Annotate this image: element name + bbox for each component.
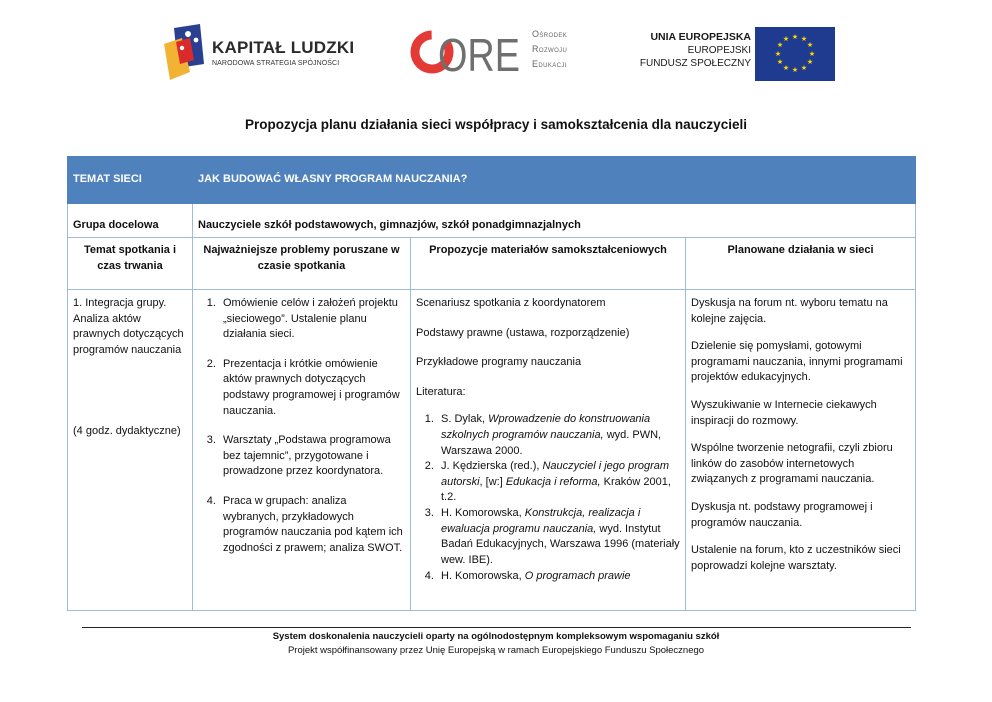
kapital-ludzki-subtitle: NARODOWA STRATEGIA SPÓJNOŚCI [212, 60, 340, 67]
topic-row [68, 157, 916, 204]
svg-text:★: ★ [800, 64, 808, 72]
literature-connector: , [w:] [479, 475, 506, 488]
action-item: Ustalenie na forum, kto z uczestników sieci poprowadzi kolejne warsztaty. [691, 544, 901, 572]
ore-logo [410, 26, 585, 84]
literature-title: Konstrukcja, realizacja i ewaluacja programu nauczania, [441, 507, 641, 535]
kapital-ludzki-logo [160, 24, 360, 84]
literature-item [437, 459, 680, 506]
svg-text:★: ★ [808, 50, 816, 58]
footer-line-2: Projekt współfinansowany przez Unię Europejską w ramach Europejskiego Funduszu Społecznego [287, 645, 705, 656]
svg-text:★: ★ [791, 66, 799, 74]
kapital-ludzki-title: KAPITAŁ LUDZKI [212, 38, 355, 57]
literature-publisher: wyd. Instytut Badań Edukacyjnych, Warszawa 1996 (materiały wew. IBE). [441, 522, 680, 566]
problem-item: 1. Omówienie celów i założeń projektu „sieciowego”. Ustalenie planu działania sieci. [219, 296, 405, 343]
column-header-materials: Propozycje materiałów samokształceniowych [411, 238, 686, 290]
svg-text:★: ★ [782, 35, 790, 43]
ore-logo-mark: ORE [438, 29, 520, 81]
ore-subtitle-line-3: Edukacji [532, 59, 567, 69]
footer-line-1: System doskonalenia nauczycieli oparty na ogólnodostępnym kompleksowym wspomaganiu szkół [272, 631, 720, 642]
literature-publisher: wyd. PWN, Warszawa 2000. [441, 429, 662, 457]
literature-title: O programach prawie [524, 569, 631, 582]
svg-text:★: ★ [782, 64, 790, 72]
problem-item: 4. Praca w grupach: analiza wybranych, przykładowych programów nauczania pod kątem ich zgodności z prawem; analiza SWOT. [219, 494, 405, 556]
materials-cell [411, 290, 686, 611]
literature-author: S. Dylak, [441, 413, 489, 426]
target-group-row [68, 204, 916, 238]
svg-text:★: ★ [806, 41, 814, 49]
meeting-row [68, 290, 916, 611]
ore-subtitle-line-2: Rozwoju [532, 44, 568, 54]
action-item: Wspólne tworzenie netografii, czyli zbioru linków do zasobów internetowych związanych z programami nauczania. [691, 442, 893, 486]
footer-divider [82, 627, 911, 628]
column-header-problems: Najważniejsze problemy poruszane w czasie spotkania [193, 238, 411, 290]
action-item: Dyskusja nt. podstawy programowej i programów nauczania. [691, 501, 873, 529]
material-examples: Przykładowe programy nauczania [416, 356, 582, 369]
literature-list [416, 412, 680, 584]
literature-author: J. Kędzierska (red.), [441, 460, 543, 473]
topic-value: JAK BUDOWAĆ WŁASNY PROGRAM NAUCZANIA? [193, 157, 916, 204]
target-group-value: Nauczyciele szkół podstawowych, gimnazjów, szkół ponadgimnazjalnych [193, 204, 916, 238]
ore-subtitle-line-1: Ośrodek [532, 29, 568, 39]
meeting-topic-cell [68, 290, 193, 611]
eu-logo [630, 27, 835, 83]
action-item: Dyskusja na forum nt. wyboru tematu na kolejne zajęcia. [691, 297, 888, 325]
problem-item: 2. Prezentacja i krótkie omówienie aktów prawnych dotyczących podstawy programowej i programów nauczania. [219, 357, 405, 419]
action-item: Wyszukiwanie w Internecie ciekawych inspiracji do rozmowy. [691, 399, 877, 427]
literature-title: Wprowadzenie do konstruowania szkolnych programów nauczania, [441, 413, 651, 442]
svg-text:★: ★ [800, 35, 808, 43]
column-header-row [68, 238, 916, 290]
meeting-duration: (4 godz. dydaktyczne) [73, 425, 181, 438]
column-header-topic: Temat spotkania i czas trwania [68, 238, 193, 290]
document-title: Propozycja planu działania sieci współpracy i samokształcenia dla nauczycieli [245, 117, 747, 132]
svg-text:★: ★ [774, 50, 782, 58]
problems-cell [193, 290, 411, 611]
literature-publisher: Kraków 2001, t.2. [441, 475, 671, 504]
literature-item [437, 412, 680, 459]
ore-logo-icon [410, 26, 525, 82]
material-scenario: Scenariusz spotkania z koordynatorem [416, 297, 606, 309]
eu-logo-line-1: UNIA EUROPEJSKA [650, 31, 751, 43]
column-header-actions: Planowane działania w sieci [686, 238, 916, 290]
literature-item [437, 569, 680, 585]
actions-cell [686, 290, 916, 611]
literature-author: H. Komorowska, [441, 507, 525, 520]
svg-text:★: ★ [776, 58, 784, 66]
svg-text:★: ★ [806, 58, 814, 66]
svg-text:★: ★ [791, 33, 799, 41]
meeting-topic: 1. Integracja grupy. Analiza aktów prawnych dotyczących programów nauczania [73, 297, 184, 356]
eu-logo-line-2: EUROPEJSKI [687, 45, 751, 56]
literature-author: H. Komorowska, [441, 569, 525, 582]
plan-table [67, 156, 916, 611]
topic-label: TEMAT SIECI [68, 157, 193, 204]
svg-text:★: ★ [776, 41, 784, 49]
eu-flag-icon [755, 27, 835, 81]
literature-title: Nauczyciel i jego program autorski [441, 460, 670, 488]
material-legal: Podstawy prawne (ustawa, rozporządzenie) [416, 326, 630, 339]
problem-item: 3. Warsztaty „Podstawa programowa bez tajemnic”, przygotowane i prowadzone przez koordynatora. [219, 433, 405, 480]
action-item: Dzielenie się pomysłami, gotowymi programami nauczania, innymi programami projektów edukacyjnych. [691, 340, 903, 384]
literature-item [437, 506, 680, 568]
literature-title-2: Edukacja i reforma, [505, 475, 601, 488]
kapital-ludzki-logo-icon [160, 24, 208, 84]
literature-label: Literatura: [416, 385, 466, 398]
target-group-label: Grupa docelowa [68, 204, 193, 238]
eu-logo-line-3: FUNDUSZ SPOŁECZNY [639, 58, 751, 69]
